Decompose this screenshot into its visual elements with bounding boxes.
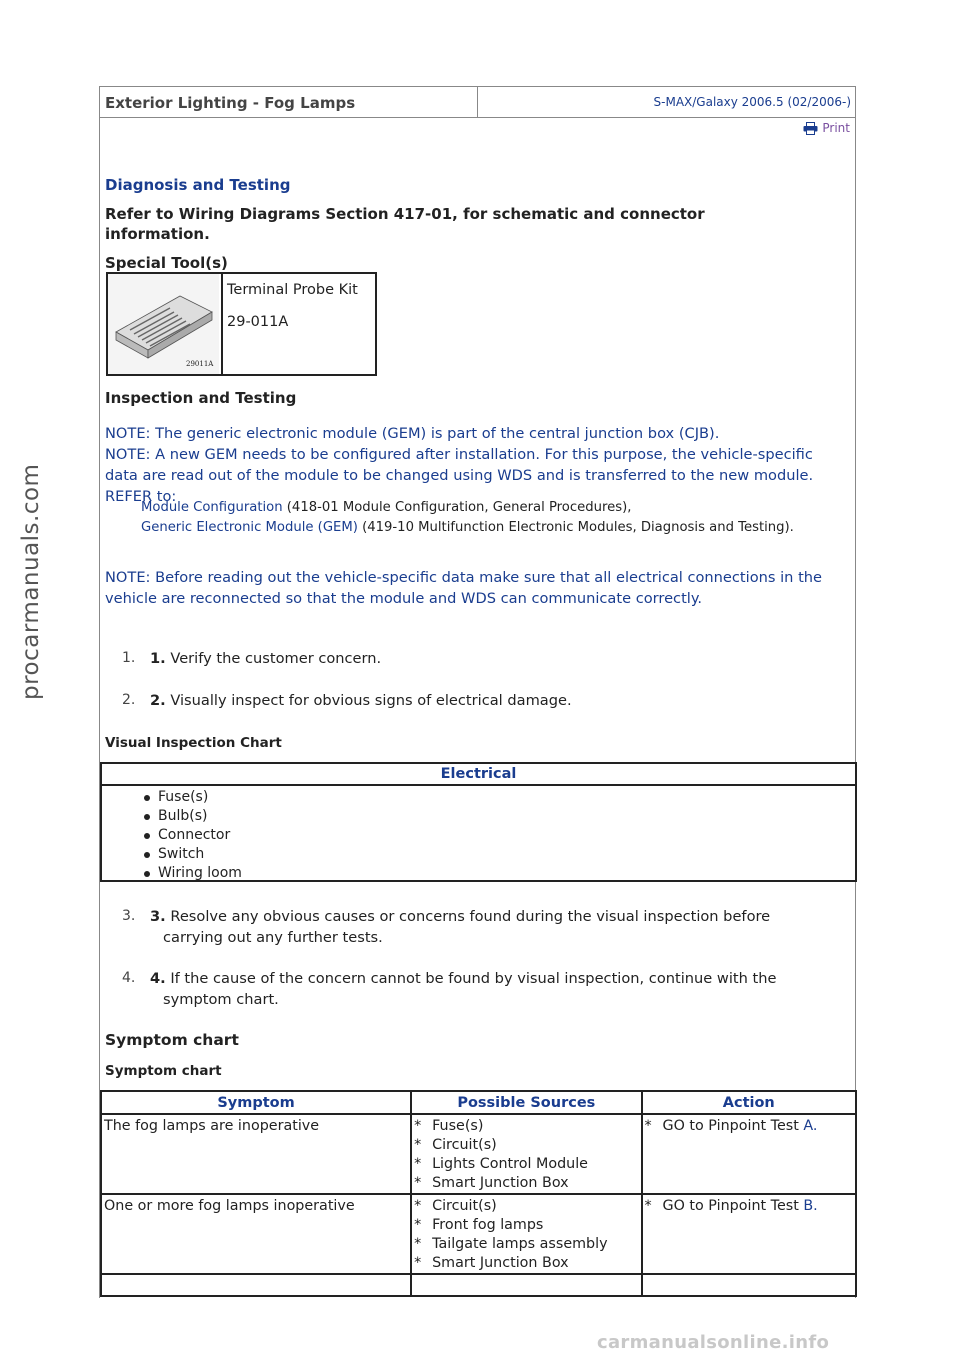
action-text: GO to Pinpoint Test: [662, 1118, 804, 1134]
step-number: 1.: [122, 650, 136, 666]
source-item: Circuit(s): [432, 1198, 497, 1214]
sources-cell: [411, 1114, 641, 1194]
list-item: Fuse(s): [158, 788, 855, 807]
tool-name: Terminal Probe Kit: [227, 282, 358, 298]
bullet: *: [414, 1118, 422, 1134]
electrical-header: Electrical: [102, 764, 855, 786]
printer-icon: [803, 122, 818, 135]
print-label: Print: [822, 121, 850, 135]
step-bold: 2.: [150, 692, 166, 709]
bullet: *: [414, 1217, 422, 1233]
special-tools-title: Special Tool(s): [105, 254, 228, 272]
step-bold: 3.: [150, 908, 166, 925]
step-continuation: symptom chart.: [163, 991, 279, 1008]
visual-inspection-chart: [100, 762, 857, 882]
col-symptom: Symptom: [101, 1091, 411, 1114]
watermark-bottom: carmanualsonline.info: [597, 1332, 830, 1353]
model-label: S-MAX/Galaxy 2006.5 (02/2006-): [653, 95, 851, 109]
page-title: Exterior Lighting - Fog Lamps: [100, 87, 478, 117]
symptom-chart-subheading: Symptom chart: [105, 1063, 222, 1079]
source-item: Lights Control Module: [432, 1156, 588, 1172]
list-item: Wiring loom: [158, 864, 855, 883]
ref1-text: (418-01 Module Configuration, General Procedures),: [282, 500, 632, 515]
col-possible-sources: Possible Sources: [411, 1091, 641, 1114]
page-header: [99, 86, 856, 118]
bullet: *: [644, 1118, 652, 1134]
symptom-cell: The fog lamps are inoperative: [101, 1114, 411, 1194]
table-row: [101, 1114, 856, 1194]
tool-details: [223, 274, 358, 374]
print-button[interactable]: [803, 121, 850, 135]
step-text: Verify the customer concern.: [165, 650, 382, 667]
electrical-list: [102, 786, 855, 883]
notes-block: [105, 423, 850, 507]
symptom-table: [100, 1090, 857, 1297]
bullet: *: [414, 1255, 422, 1271]
special-tool-table: [106, 272, 377, 376]
inspection-title: Inspection and Testing: [105, 389, 297, 407]
empty-cell: [642, 1274, 856, 1296]
symptom-cell: One or more fog lamps inoperative: [101, 1194, 411, 1274]
diagnosis-title: Diagnosis and Testing: [105, 176, 291, 194]
source-item: Circuit(s): [432, 1137, 497, 1153]
bullet: *: [414, 1137, 422, 1153]
source-item: Smart Junction Box: [432, 1175, 569, 1191]
step-text: Visually inspect for obvious signs of electrical damage.: [165, 692, 572, 709]
bullet: *: [414, 1198, 422, 1214]
step-text: If the cause of the concern cannot be found by visual inspection, continue with the: [165, 970, 777, 987]
module-configuration-link[interactable]: Module Configuration: [141, 500, 283, 515]
action-cell: [642, 1194, 856, 1274]
bullet: *: [644, 1198, 652, 1214]
step-number: 3.: [122, 908, 136, 924]
bullet: *: [414, 1175, 422, 1191]
source-item: Tailgate lamps assembly: [432, 1236, 608, 1252]
list-item: Bulb(s): [158, 807, 855, 826]
refer-links: [141, 498, 851, 538]
tool-number: 29-011A: [227, 314, 289, 330]
terminal-probe-kit-image: [108, 274, 223, 374]
gem-link[interactable]: Generic Electronic Module (GEM): [141, 520, 358, 535]
content-area: [99, 118, 856, 1298]
action-cell: [642, 1114, 856, 1194]
list-item: Switch: [158, 845, 855, 864]
visual-chart-title: Visual Inspection Chart: [105, 735, 282, 751]
note-gem-cjb: NOTE: The generic electronic module (GEM) is part of the central junction box (CJB).: [105, 425, 720, 442]
tool-image-caption: 29011A: [186, 360, 214, 368]
col-action: Action: [642, 1091, 856, 1114]
ref2-text: (419-10 Multifunction Electronic Modules, Diagnosis and Testing).: [357, 520, 794, 535]
list-item: Connector: [158, 826, 855, 845]
sources-cell: [411, 1194, 641, 1274]
step-bold: 1.: [150, 650, 166, 667]
symptom-chart-heading: Symptom chart: [105, 1031, 239, 1049]
step-number: 4.: [122, 970, 136, 986]
empty-cell: [101, 1274, 411, 1296]
step-bold: 4.: [150, 970, 166, 987]
watermark-left: procarmanuals.com: [18, 463, 44, 700]
pinpoint-test-a-link[interactable]: A.: [803, 1118, 818, 1134]
manual-page: [99, 86, 856, 1298]
note-gem-config: NOTE: A new GEM needs to be configured after installation. For this purpose, the vehicle-specific data are read out of the module to be changed using WDS and is transferred to the new module. REFER to:: [105, 446, 814, 505]
empty-cell: [411, 1274, 641, 1296]
table-row: [101, 1194, 856, 1274]
table-row: [101, 1274, 856, 1296]
step-number: 2.: [122, 692, 136, 708]
source-item: Fuse(s): [432, 1118, 484, 1134]
source-item: Front fog lamps: [432, 1217, 544, 1233]
action-text: GO to Pinpoint Test: [662, 1198, 804, 1214]
step-text: Resolve any obvious causes or concerns found during the visual inspection before: [165, 908, 771, 925]
pinpoint-test-b-link[interactable]: B.: [803, 1198, 818, 1214]
source-item: Smart Junction Box: [432, 1255, 569, 1271]
bullet: *: [414, 1156, 422, 1172]
refer-text: Refer to Wiring Diagrams Section 417-01, for schematic and connector information.: [105, 205, 705, 243]
step-continuation: carrying out any further tests.: [163, 929, 383, 946]
bullet: *: [414, 1236, 422, 1252]
table-header-row: [101, 1091, 856, 1114]
note-vehicle-data: NOTE: Before reading out the vehicle-specific data make sure that all electrical connections in the vehicle are reconnected so that the module and WDS can communicate correctly.: [105, 569, 823, 607]
